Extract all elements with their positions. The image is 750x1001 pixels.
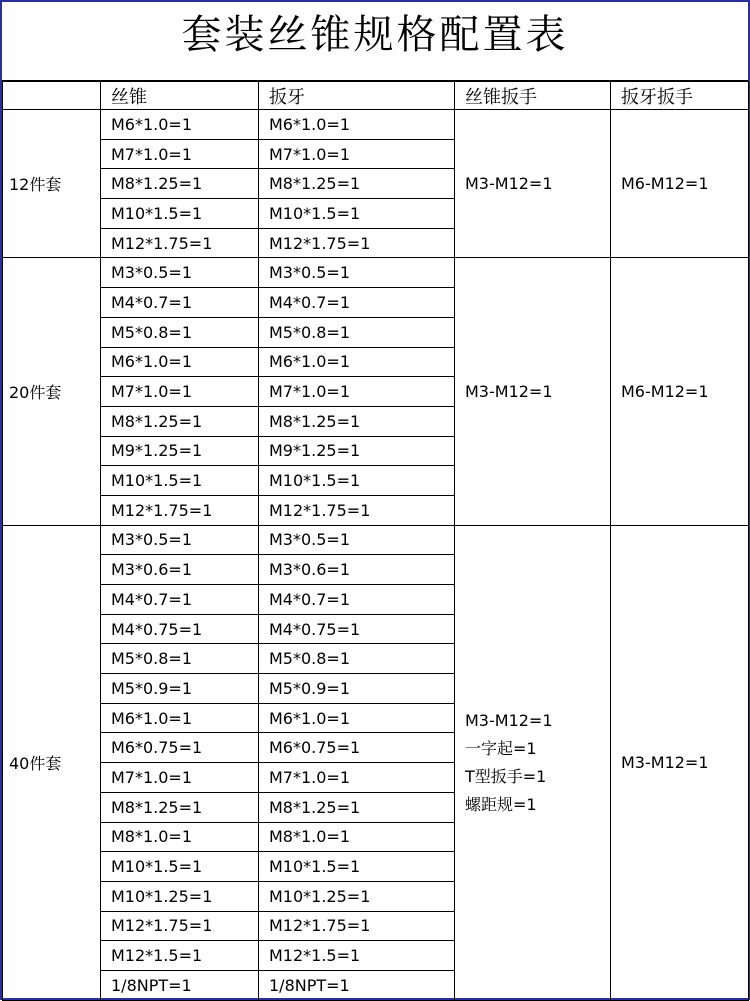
die-wrench-cell: M6-M12=1 — [611, 110, 749, 258]
tap-wrench-item: 一字起=1 — [465, 738, 537, 758]
die-spec-cell: M4*0.7=1 — [259, 585, 455, 615]
tap-spec-cell: M9*1.25=1 — [101, 436, 259, 466]
tap-wrench-item: M3-M12=1 — [465, 710, 553, 730]
tap-wrench-item: T型扳手=1 — [465, 766, 547, 786]
tap-spec-cell: M12*1.5=1 — [101, 941, 259, 971]
die-spec-cell: M12*1.75=1 — [259, 228, 455, 258]
tap-wrench-item: M3-M12=1 — [465, 381, 553, 401]
die-spec-cell: M8*1.25=1 — [259, 792, 455, 822]
tap-spec-cell: M5*0.8=1 — [101, 644, 259, 674]
tap-wrench-cell — [455, 110, 611, 258]
set-name-cell: 20件套 — [3, 258, 101, 525]
die-wrench-cell: M6-M12=1 — [611, 258, 749, 525]
tap-spec-cell: M12*1.75=1 — [101, 495, 259, 525]
tap-spec-cell: M7*1.0=1 — [101, 377, 259, 407]
tap-spec-cell: M6*1.0=1 — [101, 110, 259, 140]
tap-spec-cell: M8*1.0=1 — [101, 822, 259, 852]
table-row — [3, 258, 749, 288]
tap-spec-cell: M10*1.25=1 — [101, 881, 259, 911]
die-spec-cell: M4*0.7=1 — [259, 288, 455, 318]
table-row — [3, 110, 749, 140]
page-title: 套装丝锥规格配置表 — [2, 2, 748, 81]
spec-table — [2, 81, 749, 1001]
die-spec-cell: M3*0.5=1 — [259, 525, 455, 555]
header-taps: 丝锥 — [101, 82, 259, 110]
die-spec-cell: M12*1.75=1 — [259, 495, 455, 525]
tap-spec-cell: M5*0.8=1 — [101, 317, 259, 347]
tap-spec-cell: M10*1.5=1 — [101, 466, 259, 496]
die-spec-cell: M12*1.5=1 — [259, 941, 455, 971]
tap-spec-cell: M7*1.0=1 — [101, 139, 259, 169]
die-spec-cell: M3*0.6=1 — [259, 555, 455, 585]
die-spec-cell: M5*0.8=1 — [259, 317, 455, 347]
tap-spec-cell: M3*0.6=1 — [101, 555, 259, 585]
die-wrench-cell: M3-M12=1 — [611, 525, 749, 1000]
die-spec-cell: M8*1.0=1 — [259, 822, 455, 852]
tap-spec-cell: M12*1.75=1 — [101, 228, 259, 258]
tap-spec-cell: M12*1.75=1 — [101, 911, 259, 941]
die-spec-cell: M6*1.0=1 — [259, 110, 455, 140]
tap-spec-cell: M7*1.0=1 — [101, 763, 259, 793]
spec-table-body — [3, 82, 749, 1001]
tap-wrench-item: M3-M12=1 — [465, 173, 553, 193]
tap-spec-cell: M3*0.5=1 — [101, 525, 259, 555]
die-spec-cell: M7*1.0=1 — [259, 763, 455, 793]
tap-spec-cell: M6*1.0=1 — [101, 347, 259, 377]
die-spec-cell: M6*1.0=1 — [259, 703, 455, 733]
header-row — [3, 82, 749, 110]
tap-spec-cell: M3*0.5=1 — [101, 258, 259, 288]
die-spec-cell: M10*1.5=1 — [259, 852, 455, 882]
tap-wrench-cell — [455, 525, 611, 1000]
tap-spec-cell: M10*1.5=1 — [101, 199, 259, 229]
tap-spec-cell: M5*0.9=1 — [101, 674, 259, 704]
header-die-wrench: 扳牙扳手 — [611, 82, 749, 110]
die-spec-cell: M3*0.5=1 — [259, 258, 455, 288]
die-spec-cell: M6*0.75=1 — [259, 733, 455, 763]
tap-spec-cell: M6*0.75=1 — [101, 733, 259, 763]
die-spec-cell: M5*0.9=1 — [259, 674, 455, 704]
die-spec-cell: M7*1.0=1 — [259, 139, 455, 169]
tap-spec-cell: M4*0.7=1 — [101, 585, 259, 615]
die-spec-cell: 1/8NPT=1 — [259, 970, 455, 1000]
header-corner — [3, 82, 101, 110]
table-row — [3, 525, 749, 555]
die-spec-cell: M12*1.75=1 — [259, 911, 455, 941]
set-name-cell: 12件套 — [3, 110, 101, 258]
header-dies: 扳牙 — [259, 82, 455, 110]
die-spec-cell: M9*1.25=1 — [259, 436, 455, 466]
tap-spec-cell: M8*1.25=1 — [101, 792, 259, 822]
die-spec-cell: M7*1.0=1 — [259, 377, 455, 407]
tap-spec-cell: M10*1.5=1 — [101, 852, 259, 882]
die-spec-cell: M8*1.25=1 — [259, 169, 455, 199]
tap-spec-cell: M8*1.25=1 — [101, 406, 259, 436]
tap-wrench-cell — [455, 258, 611, 525]
die-spec-cell: M10*1.5=1 — [259, 199, 455, 229]
header-tap-wrench: 丝锥扳手 — [455, 82, 611, 110]
die-spec-cell: M8*1.25=1 — [259, 406, 455, 436]
tap-spec-cell: M4*0.75=1 — [101, 614, 259, 644]
die-spec-cell: M4*0.75=1 — [259, 614, 455, 644]
die-spec-cell: M10*1.25=1 — [259, 881, 455, 911]
die-spec-cell: M5*0.8=1 — [259, 644, 455, 674]
tap-wrench-item: 螺距规=1 — [465, 794, 537, 814]
tap-spec-cell: M6*1.0=1 — [101, 703, 259, 733]
die-spec-cell: M6*1.0=1 — [259, 347, 455, 377]
die-spec-cell: M10*1.5=1 — [259, 466, 455, 496]
tap-spec-cell: M4*0.7=1 — [101, 288, 259, 318]
tap-spec-cell: M8*1.25=1 — [101, 169, 259, 199]
tap-spec-cell: 1/8NPT=1 — [101, 970, 259, 1000]
set-name-cell: 40件套 — [3, 525, 101, 1000]
